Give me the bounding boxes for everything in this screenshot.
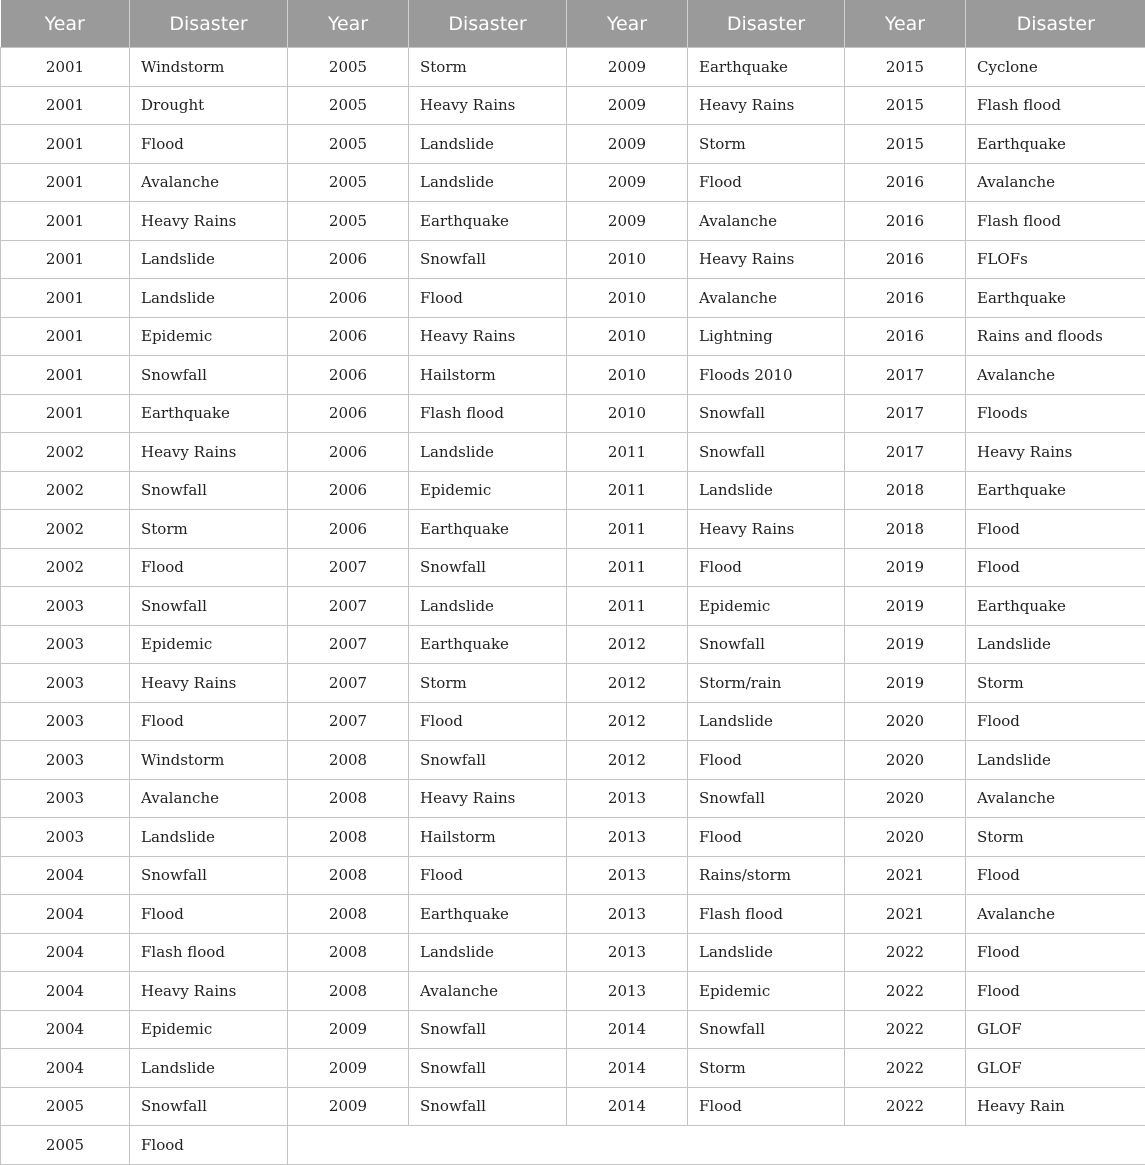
disaster-cell: Flash flood — [409, 394, 567, 433]
disaster-cell: Earthquake — [409, 625, 567, 664]
header-year: Year — [567, 0, 688, 48]
year-cell: 2012 — [567, 741, 688, 780]
disaster-cell: Flood — [966, 548, 1145, 587]
disaster-cell: Heavy Rains — [966, 433, 1145, 472]
table-row — [1, 895, 1145, 934]
disaster-cell: Hailstorm — [409, 818, 567, 857]
year-cell: 2012 — [567, 702, 688, 741]
disaster-cell: Flood — [966, 933, 1145, 972]
year-cell: 2002 — [1, 510, 130, 549]
disaster-cell: Snowfall — [409, 1049, 567, 1088]
table-body — [1, 48, 1145, 1165]
year-cell: 2016 — [845, 317, 966, 356]
disaster-cell: Flood — [966, 510, 1145, 549]
disaster-cell: Landslide — [130, 1049, 288, 1088]
year-cell: 2018 — [845, 471, 966, 510]
disaster-cell: FLOFs — [966, 240, 1145, 279]
disaster-cell: Cyclone — [966, 48, 1145, 87]
year-cell: 2012 — [567, 664, 688, 703]
disaster-cell: Snowfall — [688, 779, 845, 818]
year-cell: 2001 — [1, 356, 130, 395]
disaster-cell: Flood — [409, 856, 567, 895]
disaster-cell: Snowfall — [130, 1087, 288, 1126]
year-cell: 2013 — [567, 895, 688, 934]
disaster-cell: Earthquake — [966, 471, 1145, 510]
year-cell: 2022 — [845, 972, 966, 1011]
disaster-cell: Windstorm — [130, 48, 288, 87]
year-cell: 2004 — [1, 1010, 130, 1049]
disaster-cell: Storm — [409, 48, 567, 87]
table-row — [1, 587, 1145, 626]
year-cell: 2005 — [1, 1087, 130, 1126]
year-cell: 2008 — [288, 856, 409, 895]
disaster-cell: Heavy Rains — [130, 972, 288, 1011]
disaster-cell: Landslide — [688, 702, 845, 741]
year-cell: 2006 — [288, 433, 409, 472]
table-row — [1, 702, 1145, 741]
disaster-cell: Landslide — [130, 240, 288, 279]
disaster-cell: Avalanche — [409, 972, 567, 1011]
year-cell: 2013 — [567, 779, 688, 818]
disaster-cell: Heavy Rains — [409, 317, 567, 356]
disaster-cell: Heavy Rains — [130, 202, 288, 241]
year-cell: 2003 — [1, 741, 130, 780]
year-cell: 2011 — [567, 433, 688, 472]
disaster-cell: Windstorm — [130, 741, 288, 780]
year-cell: 2004 — [1, 933, 130, 972]
year-cell: 2008 — [288, 972, 409, 1011]
disaster-cell: Storm — [409, 664, 567, 703]
year-cell: 2001 — [1, 125, 130, 164]
disaster-cell: Avalanche — [130, 779, 288, 818]
year-cell: 2022 — [845, 1049, 966, 1088]
year-cell: 2010 — [567, 279, 688, 318]
disaster-cell: Flood — [409, 279, 567, 318]
disaster-cell: Heavy Rains — [409, 779, 567, 818]
year-cell: 2007 — [288, 548, 409, 587]
table-row — [1, 1126, 1145, 1165]
disaster-cell: Flood — [688, 1087, 845, 1126]
year-cell: 2008 — [288, 779, 409, 818]
table-row — [1, 856, 1145, 895]
disaster-cell: Storm — [130, 510, 288, 549]
table-row — [1, 1087, 1145, 1126]
disaster-cell: Epidemic — [688, 587, 845, 626]
disaster-cell: GLOF — [966, 1049, 1145, 1088]
header-year: Year — [288, 0, 409, 48]
disaster-cell: Storm/rain — [688, 664, 845, 703]
disaster-cell: Landslide — [130, 279, 288, 318]
header-disaster: Disaster — [409, 0, 567, 48]
year-cell: 2017 — [845, 394, 966, 433]
disaster-cell: Landslide — [409, 433, 567, 472]
year-cell: 2007 — [288, 664, 409, 703]
year-cell: 2005 — [288, 125, 409, 164]
disaster-cell: Flood — [688, 163, 845, 202]
year-cell: 2004 — [1, 1049, 130, 1088]
disaster-cell: Landslide — [130, 818, 288, 857]
year-cell: 2015 — [845, 125, 966, 164]
disaster-cell: Flash flood — [966, 86, 1145, 125]
disaster-cell: Earthquake — [688, 48, 845, 87]
year-cell: 2005 — [288, 163, 409, 202]
disaster-cell: Epidemic — [130, 317, 288, 356]
year-cell: 2013 — [567, 972, 688, 1011]
year-cell: 2006 — [288, 240, 409, 279]
disaster-cell: Flood — [966, 972, 1145, 1011]
disaster-cell: Flood — [130, 548, 288, 587]
year-cell: 2009 — [567, 125, 688, 164]
disaster-cell: Drought — [130, 86, 288, 125]
year-cell: 2015 — [845, 48, 966, 87]
disaster-cell: Earthquake — [966, 587, 1145, 626]
year-cell: 2014 — [567, 1087, 688, 1126]
year-cell: 2018 — [845, 510, 966, 549]
header-disaster: Disaster — [966, 0, 1145, 48]
disaster-cell: Avalanche — [130, 163, 288, 202]
year-cell: 2008 — [288, 818, 409, 857]
year-cell: 2020 — [845, 779, 966, 818]
year-cell: 2011 — [567, 471, 688, 510]
disaster-cell: Snowfall — [688, 1010, 845, 1049]
table-row — [1, 125, 1145, 164]
table-row — [1, 356, 1145, 395]
year-cell: 2005 — [288, 202, 409, 241]
disaster-cell: Flash flood — [130, 933, 288, 972]
year-cell: 2019 — [845, 664, 966, 703]
table-row — [1, 741, 1145, 780]
year-cell: 2001 — [1, 394, 130, 433]
year-cell: 2005 — [1, 1126, 130, 1165]
year-cell: 2003 — [1, 779, 130, 818]
disaster-cell: Storm — [966, 818, 1145, 857]
year-cell: 2017 — [845, 433, 966, 472]
disaster-cell: Flash flood — [688, 895, 845, 934]
disaster-cell: Hailstorm — [409, 356, 567, 395]
disaster-cell: Floods 2010 — [688, 356, 845, 395]
year-cell: 2013 — [567, 818, 688, 857]
disaster-cell: Flood — [688, 741, 845, 780]
table-row — [1, 86, 1145, 125]
year-cell: 2009 — [288, 1049, 409, 1088]
disaster-cell: Landslide — [409, 587, 567, 626]
year-cell: 2016 — [845, 163, 966, 202]
table-header — [1, 0, 1145, 48]
table-row — [1, 317, 1145, 356]
year-cell: 2015 — [845, 86, 966, 125]
year-cell: 2016 — [845, 202, 966, 241]
disaster-cell: Landslide — [966, 741, 1145, 780]
disaster-cell: Flood — [966, 702, 1145, 741]
year-cell: 2005 — [288, 48, 409, 87]
year-cell: 2006 — [288, 317, 409, 356]
year-cell: 2009 — [567, 86, 688, 125]
disaster-cell: Epidemic — [688, 972, 845, 1011]
disaster-cell: Snowfall — [130, 587, 288, 626]
disaster-cell: Lightning — [688, 317, 845, 356]
table-row — [1, 510, 1145, 549]
year-cell: 2001 — [1, 163, 130, 202]
disaster-cell: Flood — [130, 702, 288, 741]
header-year: Year — [845, 0, 966, 48]
year-cell: 2001 — [1, 279, 130, 318]
year-cell: 2009 — [567, 202, 688, 241]
disaster-cell: Landslide — [409, 125, 567, 164]
year-cell: 2009 — [288, 1010, 409, 1049]
disaster-cell: GLOF — [966, 1010, 1145, 1049]
year-cell: 2001 — [1, 86, 130, 125]
table-row — [1, 240, 1145, 279]
disaster-cell: Earthquake — [409, 510, 567, 549]
year-cell: 2021 — [845, 856, 966, 895]
table-row — [1, 163, 1145, 202]
year-cell: 2009 — [567, 163, 688, 202]
disaster-cell: Snowfall — [409, 1010, 567, 1049]
disaster-cell: Landslide — [966, 625, 1145, 664]
disaster-cell: Flood — [130, 895, 288, 934]
disaster-cell: Snowfall — [409, 548, 567, 587]
year-cell: 2002 — [1, 471, 130, 510]
year-cell: 2004 — [1, 972, 130, 1011]
disaster-cell: Flood — [409, 702, 567, 741]
disaster-cell: Landslide — [688, 471, 845, 510]
disaster-cell: Snowfall — [409, 240, 567, 279]
year-cell: 2022 — [845, 1010, 966, 1049]
table-row — [1, 779, 1145, 818]
disaster-cell: Snowfall — [688, 625, 845, 664]
disaster-cell: Epidemic — [130, 1010, 288, 1049]
year-cell: 2011 — [567, 587, 688, 626]
disaster-cell: Flood — [966, 856, 1145, 895]
table-row — [1, 202, 1145, 241]
disaster-cell: Rains/storm — [688, 856, 845, 895]
year-cell: 2016 — [845, 279, 966, 318]
year-cell: 2010 — [567, 394, 688, 433]
year-cell: 2017 — [845, 356, 966, 395]
year-cell: 2014 — [567, 1010, 688, 1049]
disaster-cell: Heavy Rains — [688, 510, 845, 549]
table-row — [1, 933, 1145, 972]
year-cell: 2014 — [567, 1049, 688, 1088]
year-cell: 2020 — [845, 702, 966, 741]
disaster-cell: Snowfall — [130, 856, 288, 895]
year-cell: 2006 — [288, 279, 409, 318]
year-cell: 2011 — [567, 510, 688, 549]
year-cell: 2009 — [288, 1087, 409, 1126]
disaster-cell: Avalanche — [966, 356, 1145, 395]
disaster-cell: Snowfall — [409, 1087, 567, 1126]
table-row — [1, 279, 1145, 318]
disaster-cell: Snowfall — [688, 394, 845, 433]
disaster-cell: Earthquake — [409, 202, 567, 241]
disaster-cell: Earthquake — [966, 125, 1145, 164]
year-cell: 2019 — [845, 587, 966, 626]
year-cell: 2010 — [567, 356, 688, 395]
header-row — [1, 0, 1145, 48]
disaster-cell: Flood — [688, 818, 845, 857]
disaster-cell: Earthquake — [966, 279, 1145, 318]
year-cell: 2010 — [567, 240, 688, 279]
disaster-cell: Flood — [130, 1126, 288, 1165]
year-cell: 2001 — [1, 202, 130, 241]
table-row — [1, 1049, 1145, 1088]
year-cell: 2012 — [567, 625, 688, 664]
year-cell: 2020 — [845, 818, 966, 857]
disaster-cell: Floods — [966, 394, 1145, 433]
disaster-cell: Landslide — [409, 163, 567, 202]
table-row — [1, 818, 1145, 857]
table-row — [1, 664, 1145, 703]
disaster-cell: Landslide — [688, 933, 845, 972]
empty-cell — [288, 1126, 1145, 1165]
year-cell: 2010 — [567, 317, 688, 356]
disaster-cell: Heavy Rains — [688, 240, 845, 279]
year-cell: 2004 — [1, 856, 130, 895]
year-cell: 2019 — [845, 548, 966, 587]
year-cell: 2001 — [1, 317, 130, 356]
disaster-cell: Heavy Rains — [130, 433, 288, 472]
year-cell: 2006 — [288, 394, 409, 433]
disaster-cell: Avalanche — [966, 163, 1145, 202]
year-cell: 2006 — [288, 356, 409, 395]
year-cell: 2016 — [845, 240, 966, 279]
year-cell: 2008 — [288, 895, 409, 934]
disaster-cell: Heavy Rains — [688, 86, 845, 125]
disaster-cell: Avalanche — [688, 202, 845, 241]
year-cell: 2021 — [845, 895, 966, 934]
year-cell: 2003 — [1, 664, 130, 703]
disaster-cell: Storm — [688, 125, 845, 164]
year-cell: 2003 — [1, 702, 130, 741]
disaster-cell: Epidemic — [409, 471, 567, 510]
disaster-cell: Epidemic — [130, 625, 288, 664]
table-row — [1, 48, 1145, 87]
disaster-cell: Avalanche — [688, 279, 845, 318]
disaster-cell: Landslide — [409, 933, 567, 972]
year-cell: 2013 — [567, 856, 688, 895]
table-row — [1, 1010, 1145, 1049]
disaster-cell: Snowfall — [130, 471, 288, 510]
disaster-cell: Heavy Rain — [966, 1087, 1145, 1126]
header-year: Year — [1, 0, 130, 48]
year-cell: 2003 — [1, 818, 130, 857]
table-row — [1, 972, 1145, 1011]
year-cell: 2001 — [1, 48, 130, 87]
disaster-cell: Storm — [688, 1049, 845, 1088]
header-disaster: Disaster — [130, 0, 288, 48]
year-cell: 2005 — [288, 86, 409, 125]
table-row — [1, 433, 1145, 472]
year-cell: 2002 — [1, 433, 130, 472]
year-cell: 2008 — [288, 933, 409, 972]
disaster-cell: Earthquake — [409, 895, 567, 934]
year-cell: 2001 — [1, 240, 130, 279]
year-cell: 2009 — [567, 48, 688, 87]
year-cell: 2006 — [288, 471, 409, 510]
year-cell: 2007 — [288, 625, 409, 664]
table-row — [1, 394, 1145, 433]
table-row — [1, 625, 1145, 664]
header-disaster: Disaster — [688, 0, 845, 48]
disaster-cell: Snowfall — [409, 741, 567, 780]
year-cell: 2022 — [845, 933, 966, 972]
year-cell: 2013 — [567, 933, 688, 972]
year-cell: 2003 — [1, 587, 130, 626]
year-cell: 2007 — [288, 587, 409, 626]
disaster-cell: Flood — [688, 548, 845, 587]
year-cell: 2006 — [288, 510, 409, 549]
disaster-cell: Flash flood — [966, 202, 1145, 241]
year-cell: 2020 — [845, 741, 966, 780]
year-cell: 2011 — [567, 548, 688, 587]
disaster-cell: Snowfall — [130, 356, 288, 395]
year-cell: 2002 — [1, 548, 130, 587]
disaster-cell: Avalanche — [966, 895, 1145, 934]
disaster-cell: Flood — [130, 125, 288, 164]
year-cell: 2019 — [845, 625, 966, 664]
disaster-cell: Heavy Rains — [130, 664, 288, 703]
year-cell: 2004 — [1, 895, 130, 934]
disaster-cell: Storm — [966, 664, 1145, 703]
year-cell: 2008 — [288, 741, 409, 780]
year-cell: 2022 — [845, 1087, 966, 1126]
disaster-cell: Earthquake — [130, 394, 288, 433]
disaster-cell: Heavy Rains — [409, 86, 567, 125]
year-cell: 2007 — [288, 702, 409, 741]
disaster-cell: Snowfall — [688, 433, 845, 472]
year-cell: 2003 — [1, 625, 130, 664]
disaster-cell: Avalanche — [966, 779, 1145, 818]
disaster-cell: Rains and floods — [966, 317, 1145, 356]
table-row — [1, 548, 1145, 587]
table-row — [1, 471, 1145, 510]
